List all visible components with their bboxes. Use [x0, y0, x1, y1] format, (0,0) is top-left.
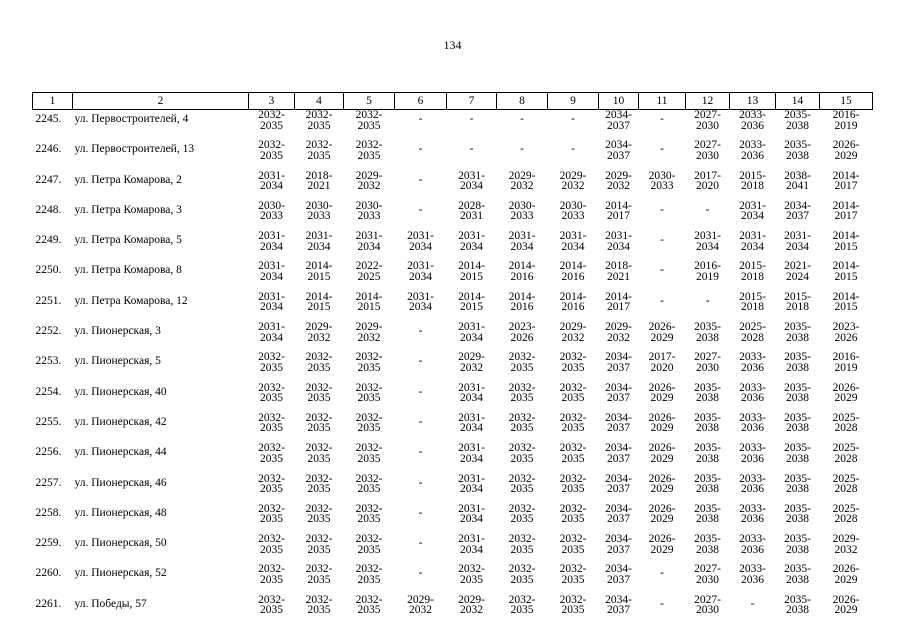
column-header-9: 9	[548, 93, 599, 110]
period-cell: 2032- 2035	[355, 351, 383, 374]
period-cell: 2035- 2038	[784, 563, 811, 586]
period-cell: 2023- 2026	[832, 321, 860, 344]
period-cell: 2029- 2032	[605, 169, 632, 193]
period-cell: 2031- 2034	[458, 230, 485, 253]
address-cell: ул. Петра Комарова, 5	[74, 234, 182, 247]
period-cell: -	[418, 537, 423, 550]
period-cell: 2032- 2035	[355, 139, 383, 162]
period-cell: 2032- 2035	[559, 533, 587, 556]
address-cell: ул. Пионерская, 46	[74, 476, 167, 489]
period-cell: 2032- 2035	[258, 563, 285, 586]
header-row	[33, 93, 873, 110]
table-row	[33, 595, 873, 625]
period-cell: -	[660, 234, 664, 247]
table-row	[33, 504, 873, 534]
address-cell: ул. Пионерская, 40	[74, 385, 167, 398]
period-cell: 2032- 2035	[305, 109, 333, 132]
address-cell: ул. Петра Комарова, 8	[74, 264, 182, 277]
period-cell: 2018- 2021	[305, 169, 333, 193]
period-cell: 2029- 2032	[407, 593, 434, 617]
period-cell: -	[418, 325, 423, 338]
column-header-6: 6	[395, 93, 447, 110]
row-number: 2250.	[35, 264, 62, 277]
period-cell: 2014- 2015	[832, 290, 860, 314]
period-cell: 2032- 2035	[508, 381, 536, 405]
period-cell: -	[469, 113, 474, 125]
period-cell: -	[660, 264, 664, 277]
column-header-15: 15	[820, 93, 873, 110]
address-cell: ул. Первостроителей, 4	[74, 113, 189, 125]
period-cell: -	[660, 203, 664, 216]
period-cell: 2032- 2035	[559, 442, 587, 465]
period-cell: 2014- 2017	[832, 169, 860, 193]
address-cell: ул. Первостроителей, 13	[74, 143, 195, 156]
period-cell: 2032- 2035	[559, 593, 587, 617]
period-cell: 2032- 2035	[258, 593, 285, 617]
row-number: 2251.	[35, 294, 62, 307]
period-cell: 2033- 2036	[739, 533, 766, 556]
period-cell: 2035- 2038	[784, 533, 811, 556]
table-row	[33, 413, 873, 443]
period-cell: -	[418, 446, 423, 459]
period-cell: 2014- 2015	[458, 260, 485, 283]
period-cell: 2015- 2018	[739, 169, 766, 193]
row-number: 2261.	[35, 597, 62, 610]
period-cell: 2034- 2037	[605, 472, 632, 496]
period-cell: -	[660, 597, 664, 610]
period-cell: 2030- 2033	[508, 199, 536, 223]
period-cell: 2038- 2041	[784, 169, 811, 193]
period-cell: -	[571, 113, 575, 125]
period-cell: -	[520, 113, 524, 125]
row-number: 2257.	[35, 476, 62, 489]
period-cell: 2032- 2035	[258, 381, 285, 405]
period-cell: 2033- 2036	[739, 381, 766, 405]
period-cell: 2031- 2034	[458, 381, 485, 405]
period-cell: 2027- 2030	[694, 563, 721, 586]
period-cell: 2031- 2034	[258, 290, 285, 314]
period-cell: 2031- 2034	[559, 230, 587, 253]
period-cell: 2035- 2038	[784, 351, 811, 374]
period-cell: 2032- 2035	[559, 563, 587, 586]
row-number: 2246.	[35, 143, 62, 156]
row-number: 2254.	[35, 385, 62, 398]
period-cell: 2031- 2034	[458, 533, 485, 556]
period-cell: 2032- 2035	[508, 593, 536, 617]
period-cell: 2026- 2029	[648, 411, 676, 435]
period-cell: 2026- 2029	[648, 381, 676, 405]
table-row	[33, 110, 873, 141]
period-cell: 2021- 2024	[784, 260, 811, 283]
period-cell: 2035- 2038	[694, 442, 721, 465]
period-cell: 2032- 2035	[305, 533, 333, 556]
address-cell: ул. Победы, 57	[74, 597, 147, 610]
period-cell: 2032- 2035	[355, 472, 383, 496]
period-cell: 2033- 2036	[739, 442, 766, 465]
period-cell: 2035- 2038	[784, 411, 811, 435]
period-cell: -	[418, 385, 423, 398]
period-cell: 2032- 2035	[258, 411, 285, 435]
period-cell: 2031- 2034	[305, 230, 333, 253]
period-cell: 2025- 2028	[832, 411, 860, 435]
period-cell: 2031- 2034	[458, 502, 485, 526]
column-header-8: 8	[497, 93, 548, 110]
period-cell: 2035- 2038	[784, 381, 811, 405]
table-row	[33, 474, 873, 504]
period-cell: -	[660, 143, 664, 156]
row-number: 2256.	[35, 446, 62, 459]
period-cell: -	[520, 143, 524, 156]
table-row	[33, 231, 873, 261]
period-cell: 2032- 2035	[355, 411, 383, 435]
period-cell: 2034- 2037	[605, 411, 632, 435]
table-row	[33, 534, 873, 564]
column-header-14: 14	[776, 93, 820, 110]
period-cell: 2035- 2038	[694, 381, 721, 405]
period-cell: 2029- 2032	[458, 351, 485, 374]
period-cell: 2032- 2035	[559, 351, 587, 374]
row-number: 2260.	[35, 567, 62, 580]
period-cell: -	[660, 294, 664, 307]
period-cell: 2031- 2034	[258, 260, 285, 283]
period-cell: 2034- 2037	[605, 593, 632, 617]
period-cell: 2031- 2034	[508, 230, 536, 253]
period-cell: 2029- 2032	[355, 321, 383, 344]
period-cell: 2032- 2035	[305, 472, 333, 496]
period-cell: 2014- 2015	[305, 260, 333, 283]
period-cell: 2031- 2034	[407, 290, 434, 314]
period-cell: 2032- 2035	[355, 533, 383, 556]
column-header-3: 3	[249, 93, 295, 110]
period-cell: -	[705, 203, 710, 216]
period-cell: -	[750, 597, 755, 610]
period-cell: 2029- 2032	[605, 321, 632, 344]
period-cell: 2014- 2015	[355, 290, 383, 314]
period-cell: 2033- 2036	[739, 502, 766, 526]
period-cell: 2033- 2036	[739, 109, 766, 132]
period-cell: -	[418, 113, 423, 125]
period-cell: 2029- 2032	[305, 321, 333, 344]
period-cell: 2033- 2036	[739, 351, 766, 374]
period-cell: 2027- 2030	[694, 351, 721, 374]
period-cell: -	[418, 173, 423, 186]
period-cell: 2031- 2034	[458, 472, 485, 496]
period-cell: 2014- 2016	[508, 290, 536, 314]
period-cell: 2034- 2037	[605, 351, 632, 374]
period-cell: 2032- 2035	[559, 411, 587, 435]
column-header-1: 1	[33, 93, 73, 110]
address-cell: ул. Пионерская, 5	[74, 355, 161, 368]
period-cell: -	[418, 415, 423, 428]
period-cell: 2014- 2017	[832, 199, 860, 223]
period-cell: 2017- 2020	[694, 169, 721, 193]
table-row	[33, 352, 873, 382]
period-cell: -	[418, 355, 423, 368]
period-cell: 2032- 2035	[355, 442, 383, 465]
period-cell: -	[660, 113, 664, 125]
period-cell: 2029- 2032	[559, 169, 587, 193]
period-cell: 2032- 2035	[258, 139, 285, 162]
period-cell: 2026- 2029	[832, 593, 860, 617]
period-cell: 2014- 2016	[559, 260, 587, 283]
period-cell: 2034- 2037	[605, 533, 632, 556]
row-number: 2249.	[35, 234, 62, 247]
period-cell: 2032- 2035	[305, 563, 333, 586]
period-cell: 2026- 2029	[648, 472, 676, 496]
period-cell: 2032- 2035	[305, 593, 333, 617]
period-cell: 2027- 2030	[694, 139, 721, 162]
period-cell: 2032- 2035	[355, 381, 383, 405]
period-cell: 2035- 2038	[784, 593, 811, 617]
address-cell: ул. Петра Комарова, 2	[74, 173, 182, 186]
row-number: 2255.	[35, 415, 62, 428]
period-cell: 2015- 2018	[739, 260, 766, 283]
period-cell: 2031- 2034	[784, 230, 811, 253]
period-cell: 2022- 2025	[355, 260, 383, 283]
period-cell: 2032- 2035	[355, 502, 383, 526]
period-cell: 2032- 2035	[508, 502, 536, 526]
column-header-7: 7	[447, 93, 497, 110]
column-header-13: 13	[730, 93, 776, 110]
period-cell: 2035- 2038	[784, 442, 811, 465]
period-cell: 2030- 2033	[559, 199, 587, 223]
row-number: 2253.	[35, 355, 62, 368]
period-cell: 2014- 2015	[305, 290, 333, 314]
table-row	[33, 140, 873, 170]
period-cell: 2031- 2034	[458, 411, 485, 435]
period-cell: 2030- 2033	[648, 169, 676, 193]
table-row	[33, 292, 873, 322]
period-cell: 2031- 2034	[694, 230, 721, 253]
period-cell: -	[660, 567, 664, 580]
row-number: 2252.	[35, 325, 62, 338]
address-cell: ул. Пионерская, 50	[74, 537, 167, 550]
period-cell: 2030- 2033	[355, 199, 383, 223]
period-cell: 2029- 2032	[458, 593, 485, 617]
period-cell: 2032- 2035	[508, 563, 536, 586]
address-cell: ул. Петра Комарова, 12	[74, 294, 188, 307]
period-cell: 2031- 2034	[458, 321, 485, 344]
period-cell: 2018- 2021	[605, 260, 632, 283]
period-cell: 2035- 2038	[784, 139, 811, 162]
period-cell: 2032- 2035	[258, 533, 285, 556]
period-cell: -	[418, 476, 423, 489]
period-cell: 2032- 2035	[508, 472, 536, 496]
period-cell: 2032- 2035	[305, 411, 333, 435]
period-cell: 2032- 2035	[355, 563, 383, 586]
period-cell: 2031- 2034	[407, 230, 434, 253]
period-cell: 2031- 2034	[258, 230, 285, 253]
address-cell: ул. Петра Комарова, 3	[74, 203, 182, 216]
period-cell: 2032- 2035	[508, 442, 536, 465]
table-row	[33, 261, 873, 291]
period-cell: 2026- 2029	[648, 321, 676, 344]
period-cell: 2014- 2017	[605, 290, 632, 314]
period-cell: 2032- 2035	[508, 351, 536, 374]
period-cell: 2026- 2029	[648, 533, 676, 556]
period-cell: 2029- 2032	[508, 169, 536, 193]
period-cell: 2016- 2019	[832, 351, 860, 374]
period-cell: 2033- 2036	[739, 563, 766, 586]
period-cell: 2031- 2034	[458, 442, 485, 465]
table-row	[33, 383, 873, 413]
period-cell: 2027- 2030	[694, 109, 721, 132]
period-cell: 2029- 2032	[559, 321, 587, 344]
period-cell: 2032- 2035	[305, 381, 333, 405]
period-cell: 2035- 2038	[694, 411, 721, 435]
period-cell: 2032- 2035	[258, 472, 285, 496]
period-cell: 2016- 2019	[694, 260, 721, 283]
period-cell: 2014- 2016	[559, 290, 587, 314]
period-cell: 2031- 2034	[407, 260, 434, 283]
period-cell: 2032- 2035	[355, 593, 383, 617]
period-cell: 2031- 2034	[258, 321, 285, 344]
period-cell: 2031- 2034	[458, 169, 485, 193]
row-number: 2258.	[35, 506, 62, 519]
period-cell: 2029- 2032	[355, 169, 383, 193]
period-cell: 2031- 2034	[739, 199, 766, 223]
period-cell: 2032- 2035	[305, 442, 333, 465]
period-cell: 2032- 2035	[559, 502, 587, 526]
period-cell: 2034- 2037	[605, 139, 632, 162]
period-cell: -	[705, 294, 710, 307]
address-cell: ул. Пионерская, 42	[74, 415, 167, 428]
period-cell: 2035- 2038	[694, 533, 721, 556]
period-cell: 2034- 2037	[605, 381, 632, 405]
period-cell: 2026- 2029	[832, 139, 860, 162]
period-cell: 2032- 2035	[258, 351, 285, 374]
period-cell: 2035- 2038	[784, 472, 811, 496]
column-header-2: 2	[73, 93, 249, 110]
row-number: 2259.	[35, 537, 62, 550]
period-cell: 2034- 2037	[605, 109, 632, 132]
period-cell: 2015- 2018	[739, 290, 766, 314]
period-cell: 2015- 2018	[784, 290, 811, 314]
period-cell: 2026- 2029	[832, 563, 860, 586]
period-cell: 2035- 2038	[694, 472, 721, 496]
address-cell: ул. Пионерская, 3	[74, 325, 161, 338]
period-cell: 2034- 2037	[605, 442, 632, 465]
period-cell: 2031- 2034	[258, 169, 285, 193]
period-cell: -	[469, 143, 474, 156]
period-cell: 2023- 2026	[508, 321, 536, 344]
period-cell: 2026- 2029	[832, 381, 860, 405]
row-number: 2245.	[35, 113, 62, 125]
period-cell: 2031- 2034	[739, 230, 766, 253]
address-cell: ул. Пионерская, 52	[74, 567, 167, 580]
period-cell: 2035- 2038	[694, 321, 721, 344]
table-body	[33, 110, 873, 626]
period-cell: 2032- 2035	[305, 502, 333, 526]
period-cell: 2032- 2035	[305, 351, 333, 374]
period-cell: 2030- 2033	[258, 199, 285, 223]
column-header-10: 10	[599, 93, 639, 110]
period-cell: 2032- 2035	[559, 381, 587, 405]
period-cell: 2034- 2037	[784, 199, 811, 223]
period-cell: -	[418, 143, 423, 156]
period-cell: 2025- 2028	[739, 321, 766, 344]
period-cell: 2017- 2020	[648, 351, 676, 374]
period-cell: 2026- 2029	[648, 442, 676, 465]
period-cell: 2025- 2028	[832, 472, 860, 496]
period-cell: 2032- 2035	[305, 139, 333, 162]
address-cell: ул. Пионерская, 44	[74, 446, 167, 459]
period-cell: 2034- 2037	[605, 502, 632, 526]
repair-schedule-table	[32, 92, 873, 625]
period-cell: 2032- 2035	[458, 563, 485, 586]
column-header-12: 12	[686, 93, 730, 110]
period-cell: -	[418, 203, 423, 216]
period-cell: 2031- 2034	[355, 230, 383, 253]
period-cell: 2033- 2036	[739, 411, 766, 435]
period-cell: 2025- 2028	[832, 442, 860, 465]
period-cell: 2035- 2038	[784, 109, 811, 132]
row-number: 2247.	[35, 173, 62, 186]
page-number: 134	[443, 38, 462, 52]
period-cell: 2032- 2035	[258, 502, 285, 526]
table-row	[33, 171, 873, 201]
period-cell: 2035- 2038	[784, 502, 811, 526]
table-row	[33, 201, 873, 231]
table-row	[33, 564, 873, 594]
period-cell: 2035- 2038	[694, 502, 721, 526]
period-cell: 2014- 2016	[508, 260, 536, 283]
column-header-5: 5	[344, 93, 395, 110]
period-cell: 2014- 2015	[832, 230, 860, 253]
period-cell: 2033- 2036	[739, 139, 766, 162]
period-cell: 2028- 2031	[458, 199, 485, 223]
table-row	[33, 443, 873, 473]
period-cell: 2034- 2037	[605, 563, 632, 586]
address-cell: ул. Пионерская, 48	[74, 506, 167, 519]
period-cell: 2014- 2017	[605, 199, 632, 223]
period-cell: -	[571, 143, 575, 156]
period-cell: 2032- 2035	[508, 411, 536, 435]
period-cell: 2030- 2033	[305, 199, 333, 223]
table-row	[33, 322, 873, 352]
period-cell: 2032- 2035	[258, 442, 285, 465]
period-cell: 2032- 2035	[355, 109, 383, 132]
period-cell: 2031- 2034	[605, 230, 632, 253]
period-cell: -	[418, 506, 423, 519]
row-number: 2248.	[35, 203, 62, 216]
period-cell: 2035- 2038	[784, 321, 811, 344]
period-cell: 2014- 2015	[832, 260, 860, 283]
period-cell: 2032- 2035	[258, 109, 285, 132]
period-cell: 2033- 2036	[739, 472, 766, 496]
column-header-11: 11	[639, 93, 686, 110]
period-cell: 2014- 2015	[458, 290, 485, 314]
period-cell: 2016- 2019	[832, 109, 860, 132]
period-cell: -	[418, 567, 423, 580]
period-cell: 2032- 2035	[508, 533, 536, 556]
period-cell: 2032- 2035	[559, 472, 587, 496]
column-header-4: 4	[295, 93, 344, 110]
period-cell: 2026- 2029	[648, 502, 676, 526]
period-cell: 2027- 2030	[694, 593, 721, 617]
period-cell: 2029- 2032	[832, 533, 860, 556]
period-cell: 2025- 2028	[832, 502, 860, 526]
